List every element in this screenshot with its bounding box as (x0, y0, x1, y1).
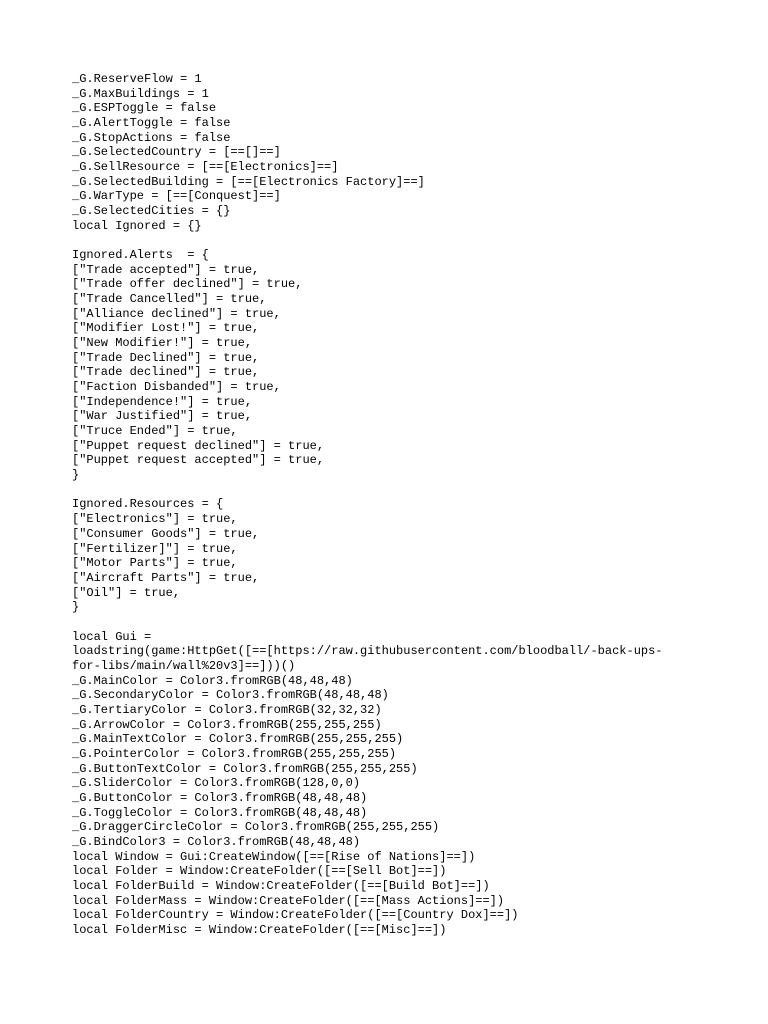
code-line: ["Trade offer declined"] = true, (72, 277, 303, 292)
code-line: _G.WarType = [==[Conquest]==] (72, 189, 281, 204)
code-line: _G.DraggerCircleColor = Color3.fromRGB(255,255,255) (72, 820, 440, 835)
code-line: ["Motor Parts"] = true, (72, 556, 238, 571)
code-line: } (72, 468, 80, 483)
code-line: _G.ButtonColor = Color3.fromRGB(48,48,48) (72, 790, 368, 805)
code-listing (72, 72, 712, 938)
code-line: _G.StopActions = false (72, 130, 231, 145)
code-line: _G.MainTextColor = Color3.fromRGB(255,255,255) (72, 732, 404, 747)
code-line: _G.ButtonTextColor = Color3.fromRGB(255,255,255) (72, 761, 418, 776)
code-line: _G.ESPToggle = false (72, 101, 217, 116)
code-line: local FolderBuild = Window:CreateFolder([==[Build Bot]==]) (72, 878, 490, 893)
code-line: ["Fertilizer]"] = true, (72, 541, 238, 556)
code-line: } (72, 600, 80, 615)
code-line: local FolderMisc = Window:CreateFolder([==[Misc]==]) (72, 922, 447, 937)
code-line: _G.MaxBuildings = 1 (72, 86, 209, 101)
code-line: _G.BindColor3 = Color3.fromRGB(48,48,48) (72, 834, 361, 849)
code-line: ["Faction Disbanded"] = true, (72, 380, 281, 395)
code-line: loadstring(game:HttpGet([==[https://raw.githubusercontent.com/bloodball/-back-ups- (72, 644, 663, 659)
code-line: ["Trade Declined"] = true, (72, 350, 260, 365)
code-line: _G.SelectedCountry = [==[]==] (72, 145, 281, 160)
code-line: local FolderMass = Window:CreateFolder([==[Mass Actions]==]) (72, 893, 505, 908)
code-line: ["Trade declined"] = true, (72, 365, 260, 380)
code-line: ["Trade Cancelled"] = true, (72, 292, 267, 307)
code-line: ["New Modifier!"] = true, (72, 336, 253, 351)
code-line: Ignored.Resources = { (72, 497, 224, 512)
code-line: ["War Justified"] = true, (72, 409, 253, 424)
code-line: _G.PointerColor = Color3.fromRGB(255,255,255) (72, 746, 397, 761)
code-line: _G.ArrowColor = Color3.fromRGB(255,255,255) (72, 717, 382, 732)
blank-line (72, 483, 712, 498)
code-line: _G.MainColor = Color3.fromRGB(48,48,48) (72, 673, 353, 688)
code-line: _G.TertiaryColor = Color3.fromRGB(32,32,32) (72, 702, 382, 717)
code-line: local Window = Gui:CreateWindow([==[Rise of Nations]==]) (72, 849, 476, 864)
code-line: ["Truce Ended"] = true, (72, 424, 238, 439)
code-line: _G.AlertToggle = false (72, 116, 231, 131)
code-line: Ignored.Alerts = { (72, 248, 209, 263)
code-line: for-libs/main/wall%20v3]==]))() (72, 658, 296, 673)
code-line: local FolderCountry = Window:CreateFolder([==[Country Dox]==]) (72, 908, 519, 923)
code-line: local Ignored = {} (72, 218, 202, 233)
code-line: _G.SliderColor = Color3.fromRGB(128,0,0) (72, 776, 361, 791)
blank-line (72, 233, 712, 248)
code-line: _G.ToggleColor = Color3.fromRGB(48,48,48) (72, 805, 368, 820)
code-line: ["Electronics"] = true, (72, 512, 238, 527)
code-line: ["Puppet request accepted"] = true, (72, 453, 325, 468)
code-line: ["Trade accepted"] = true, (72, 262, 260, 277)
code-line: local Folder = Window:CreateFolder([==[Sell Bot]==]) (72, 864, 447, 879)
code-line: _G.SellResource = [==[Electronics]==] (72, 160, 339, 175)
blank-line (72, 615, 712, 630)
code-line: _G.SelectedBuilding = [==[Electronics Factory]==] (72, 174, 425, 189)
code-line: local Gui = (72, 629, 152, 644)
code-line: ["Consumer Goods"] = true, (72, 526, 260, 541)
code-line: _G.ReserveFlow = 1 (72, 72, 202, 86)
code-line: ["Oil"] = true, (72, 585, 181, 600)
code-line: _G.SecondaryColor = Color3.fromRGB(48,48,48) (72, 688, 389, 703)
code-line: _G.SelectedCities = {} (72, 204, 231, 219)
code-line: ["Alliance declined"] = true, (72, 306, 281, 321)
code-line: ["Modifier Lost!"] = true, (72, 321, 260, 336)
code-line: ["Independence!"] = true, (72, 394, 253, 409)
code-line: ["Aircraft Parts"] = true, (72, 570, 260, 585)
code-line: ["Puppet request declined"] = true, (72, 438, 325, 453)
